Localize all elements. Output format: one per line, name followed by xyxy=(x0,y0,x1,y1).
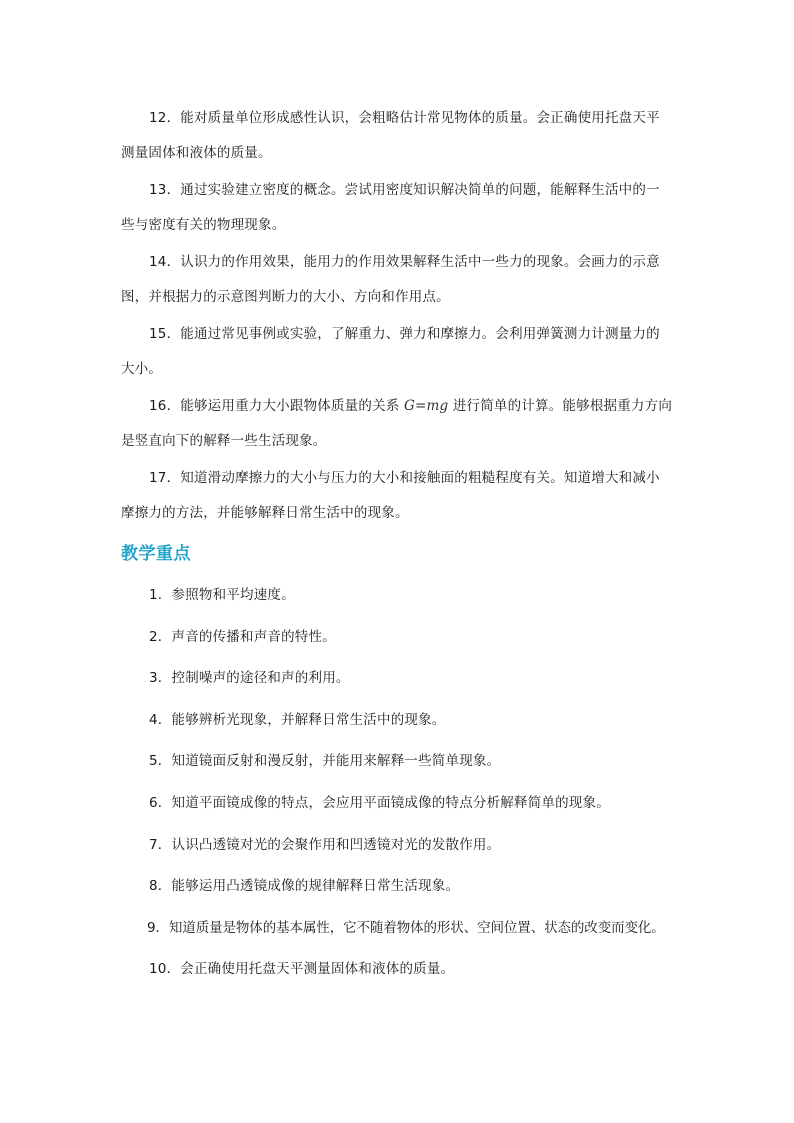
objective-paragraph-17: 17．知道滑动摩擦力的大小与压力的大小和接触面的粗糙程度有关。知道增大和减小摩擦力的方法，并能够解释日常生活中的现象。 xyxy=(121,470,660,521)
focus-item-7: 7．认识凸透镜对光的会聚作用和凹透镜对光的发散作用。 xyxy=(149,837,501,853)
objective-paragraph-12: 12．能对质量单位形成感性认识，会粗略估计常见物体的质量。会正确使用托盘天平测量固体和液体的质量。 xyxy=(121,110,660,161)
gravity-formula: G=mg xyxy=(403,398,449,414)
objective-paragraph-15: 15．能通过常见事例或实验，了解重力、弹力和摩擦力。会利用弹簧测力计测量力的大小。 xyxy=(121,326,660,377)
focus-item-2: 2．声音的传播和声音的特性。 xyxy=(149,629,336,645)
objective-16-text-after: 进行简单的计算。能够根据重力方向是竖直向下的解释一些生活现象。 xyxy=(121,398,673,449)
objective-16-text-before: 16．能够运用重力大小跟物体质量的关系 xyxy=(149,398,404,414)
objective-paragraph-16 xyxy=(121,389,673,459)
objective-paragraph-14: 14．认识力的作用效果，能用力的作用效果解释生活中一些力的现象。会画力的示意图，并根据力的示意图判断力的大小、方向和作用点。 xyxy=(121,254,660,305)
section-heading-teaching-focus: 教学重点 xyxy=(121,544,191,564)
focus-item-5: 5．知道镜面反射和漫反射，并能用来解释一些简单现象。 xyxy=(149,753,501,769)
focus-item-6: 6．知道平面镜成像的特点，会应用平面镜成像的特点分析解释简单的现象。 xyxy=(149,795,610,811)
focus-item-4: 4．能够辨析光现象，并解释日常生活中的现象。 xyxy=(149,712,446,728)
focus-item-8: 8．能够运用凸透镜成像的规律解释日常生活现象。 xyxy=(149,878,460,894)
focus-item-3: 3．控制噪声的途径和声的利用。 xyxy=(149,670,350,686)
focus-item-1: 1．参照物和平均速度。 xyxy=(149,587,295,603)
focus-item-10: 10．会正确使用托盘天平测量固体和液体的质量。 xyxy=(149,961,455,977)
focus-item-9: 9．知道质量是物体的基本属性，它不随着物体的形状、空间位置、状态的改变而变化。 xyxy=(147,920,665,936)
objective-paragraph-13: 13．通过实验建立密度的概念。尝试用密度知识解决简单的问题，能解释生活中的一些与密度有关的物理现象。 xyxy=(121,182,660,233)
